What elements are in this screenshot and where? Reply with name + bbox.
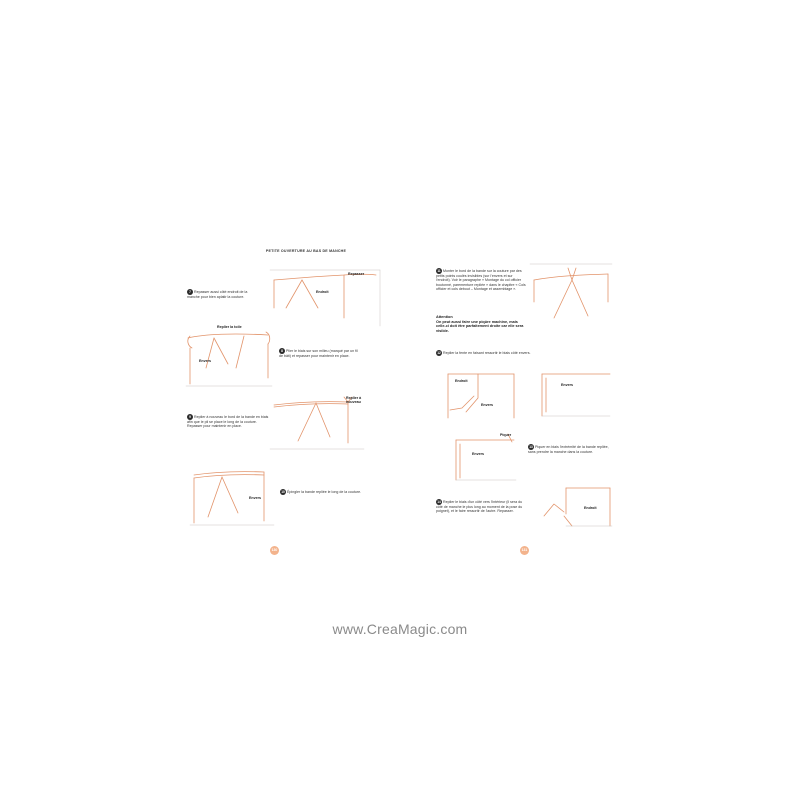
step-10: [280, 489, 362, 495]
step-text: Monter le bord de la bande sur la couture par des petits points coulés invisibles (sur l'envers et sur l'endroit). Voir le paragraphe « Montage du col officier boutonné, parementure repliée » dans le chapitre « Cols officier et cols debout – Montage et assemblage ».: [436, 268, 526, 292]
label-replier-la-toile: Replier la toile: [217, 325, 242, 329]
attention-heading: Attention: [436, 315, 453, 319]
step-number: 10: [281, 490, 285, 494]
attention-note: [436, 315, 526, 333]
label-envers: Envers: [199, 359, 211, 363]
step-number: 12: [437, 351, 441, 355]
illustration-step-12a: [444, 368, 520, 424]
step-12: [436, 350, 546, 356]
watermark: www.CreaMagic.com: [332, 621, 468, 637]
label-endroit: Endroit: [455, 379, 468, 383]
illustration-step-14: [536, 482, 616, 532]
label-endroit: Endroit: [584, 506, 597, 510]
step-text: Piquer en biais l'extrémité de la bande repliée, sans prendre la manche dans la couture.: [528, 444, 609, 454]
label-endroit: Endroit: [316, 290, 329, 294]
step-text: Replier à nouveau le bord de la bande en biais afin que le pli se place le long de la couture. Repasser pour maintenir en place.: [187, 414, 269, 429]
page-number-right: 131: [520, 546, 529, 555]
label-envers: Envers: [249, 496, 261, 500]
label-envers: Envers: [481, 403, 493, 407]
illustration-step-8: [184, 328, 274, 390]
step-text: Replier la fente en faisant ressortir le biais côté envers.: [443, 350, 531, 355]
illustration-step-12b: [538, 368, 614, 424]
step-number: 8: [279, 348, 285, 354]
step-text: Plier le biais sur son milieu (marqué par un fil de bâti) et repasser pour maintenir en place.: [279, 348, 358, 358]
label-piquer: Piquer: [500, 433, 512, 437]
step-text: Repasser aussi côté endroit de la manche pour bien aplatir la couture.: [187, 289, 248, 299]
step-number: 11: [437, 269, 441, 273]
step-number: 7: [187, 289, 193, 295]
illustration-step-7: [268, 268, 383, 330]
page-title: PETITE OUVERTURE AU BAS DE MANCHE: [265, 249, 347, 253]
step-9: [187, 414, 271, 429]
illustration-step-10: [188, 467, 278, 529]
step-number: 14: [437, 500, 441, 504]
label-envers: Envers: [472, 452, 484, 456]
step-11: [436, 268, 526, 292]
step-14: [436, 499, 528, 514]
step-text: Replier le biais d'un côté vers l'intérieur (il sera du côté de manche le plus long au moment de la pose du poignet), et le faire ressortir de l'autre. Repasser.: [436, 499, 523, 514]
step-7: [187, 289, 259, 299]
label-replier-a-nouveau: Replier à nouveau: [346, 396, 362, 405]
label-repasser: Repasser: [348, 272, 365, 276]
step-text: Épingler la bande repliée le long de la couture.: [287, 489, 362, 494]
label-envers: Envers: [561, 383, 573, 387]
step-number: 9: [187, 414, 193, 420]
attention-text: On peut aussi faire une piqûre machine, mais celle-ci doit être parfaitement droite car elle sera visible.: [436, 319, 524, 333]
page-number-left: 130: [270, 546, 279, 555]
illustration-step-11: [528, 262, 616, 324]
step-13: [528, 444, 616, 454]
step-8: [279, 348, 361, 358]
illustration-step-13: [452, 432, 520, 484]
step-number: 13: [529, 445, 533, 449]
